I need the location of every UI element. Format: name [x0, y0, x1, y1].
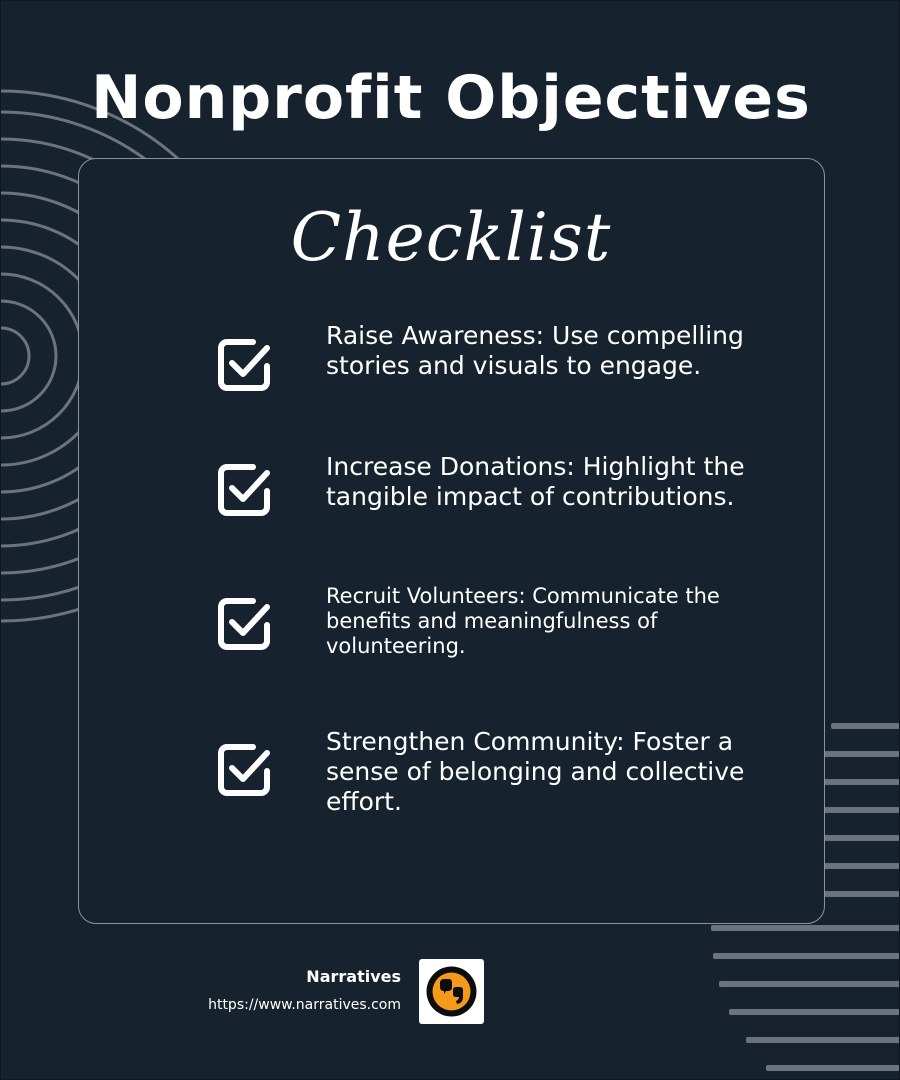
- brand-name: Narratives: [306, 967, 401, 986]
- checklist-heading: Checklist: [290, 199, 612, 276]
- checklist-item-increase-donations: Increase Donations: Highlight the tangible impact of contributions.: [326, 452, 745, 511]
- checklist-item-raise-awareness: Raise Awareness: Use compelling stories and visuals to engage.: [326, 321, 744, 380]
- checklist-item-strengthen-community: Strengthen Community: Foster a sense of belonging and collective effort.: [326, 727, 745, 816]
- brand-logo: [419, 959, 484, 1024]
- checkbox-checked-icon: [215, 336, 273, 394]
- checklist-item-recruit-volunteers: Recruit Volunteers: Communicate the benefits and meaningfulness of volunteering.: [326, 584, 720, 658]
- brand-url[interactable]: https://www.narratives.com: [208, 997, 401, 1013]
- narratives-logo-icon: [419, 959, 484, 1024]
- checkbox-checked-icon: [215, 595, 273, 653]
- checkbox-checked-icon: [215, 461, 273, 519]
- page-title: Nonprofit Objectives: [91, 63, 811, 133]
- checkbox-checked-icon: [215, 741, 273, 799]
